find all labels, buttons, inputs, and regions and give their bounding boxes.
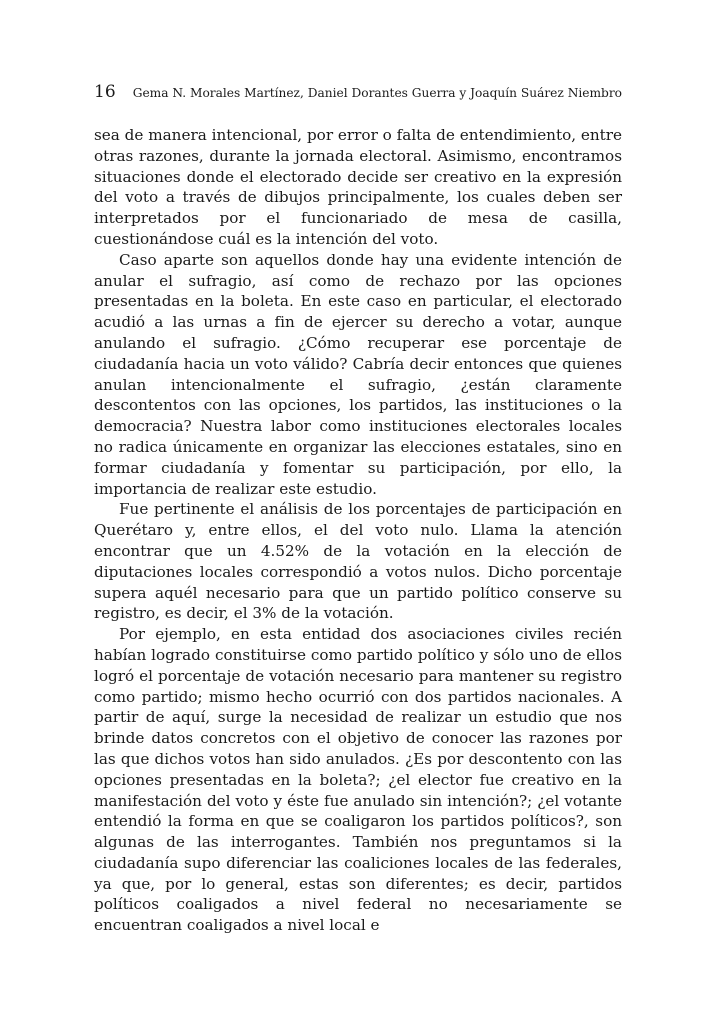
- book-page: [94, 0, 622, 1024]
- paragraph: Caso aparte son aquellos donde hay una evidente intención de anular el sufragio, así como de rechazo por las opciones presentadas en la boleta. En este caso en particular, el electorado acudió a las urnas a fin de ejercer su derecho a votar, aunque anulando el sufragio. ¿Cómo recuperar ese porcentaje de ciudadanía hacia un voto válido? Cabría decir entonces que quienes anulan intencionalmente el sufragio, ¿están claramente descontentos con las opciones, los partidos, las instituciones o la democracia? Nuestra labor como instituciones electorales locales no radica únicamente en organizar las elecciones estatales, sino en formar ciudadanía y fomentar su participación, por ello, la importancia de realizar este estudio.: [94, 250, 622, 498]
- running-head: [94, 82, 622, 106]
- header-authors: Gema N. Morales Martínez, Daniel Dorantes Guerra y Joaquín Suárez Niembro: [132, 86, 622, 100]
- paragraph: Por ejemplo, en esta entidad dos asociaciones civiles recién habían logrado constituirse como partido político y sólo uno de ellos logró el porcentaje de votación necesario para mantener su registro como partido; mismo hecho ocurrió con dos partidos nacionales. A partir de aquí, surge la necesidad de realizar un estudio que nos brinde datos concretos con el objetivo de conocer las razones por las que dichos votos han sido anulados. ¿Es por descontento con las opciones presentadas en la boleta?; ¿el elector fue creativo en la manifestación del voto y éste fue anulado sin intención?; ¿el votante entendió la forma en que se coaligaron los partidos políticos?, son algunas de las interrogantes. También nos preguntamos si la ciudadanía supo diferenciar las coaliciones locales de las federales, ya que, por lo general, estas son diferentes; es decir, partidos políticos coaligados a nivel federal no necesariamente se encuentran coaligados a nivel local e: [94, 625, 622, 935]
- paragraph: Fue pertinente el análisis de los porcentajes de participación en Querétaro y, entre ellos, el del voto nulo. Llama la atención encontrar que un 4.52% de la votación en la elección de diputaciones locales correspondió a votos nulos. Dicho porcentaje supera aquél necesario para que un partido político conserve su registro, es decir, el 3% de la votación.: [94, 500, 622, 623]
- page-number: 16: [94, 82, 116, 102]
- body-text: [94, 125, 622, 936]
- paragraph: sea de manera intencional, por error o falta de entendimiento, entre otras razones, durante la jornada electoral. Asimismo, encontramos situaciones donde el electorado decide ser creativo en la expresión del voto a través de dibujos principalmente, los cuales deben ser interpretados por el funcionariado de mesa de casilla, cuestionándose cuál es la intención del voto.: [94, 126, 622, 248]
